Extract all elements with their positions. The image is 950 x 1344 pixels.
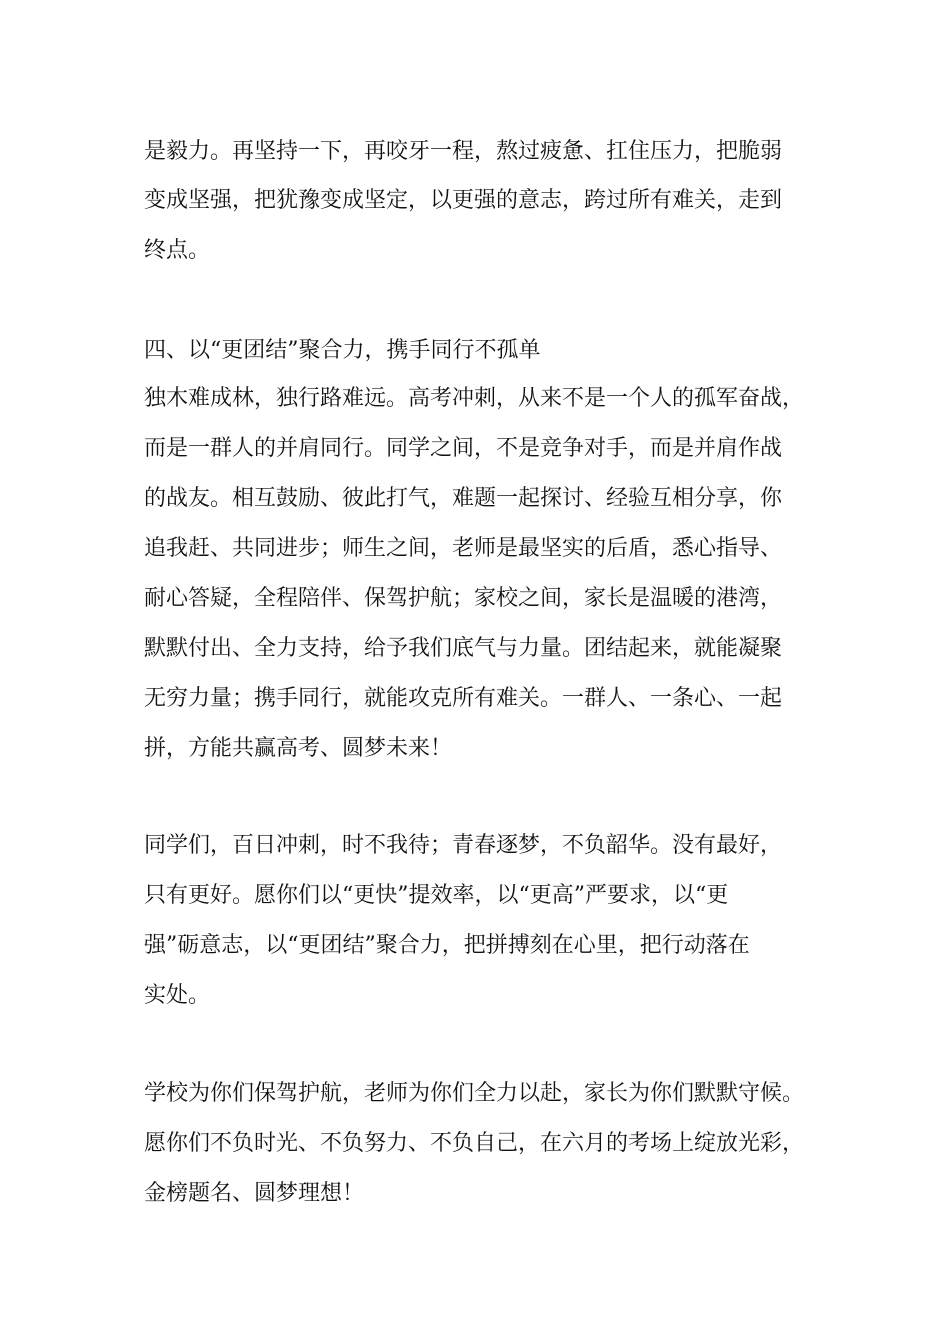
paragraph-line: 是毅力。再坚持一下，再咬牙一程，熬过疲惫、扛住压力，把脆弱 <box>144 139 783 164</box>
section-heading: 四、以“更团结”聚合力，携手同行不孤单 <box>144 338 541 363</box>
paragraph-line: 拼，方能共赢高考、圆梦未来！ <box>144 736 453 761</box>
paragraph-line: 终点。 <box>144 238 211 263</box>
paragraph-line: 金榜题名、圆梦理想！ <box>144 1181 365 1206</box>
paragraph-line: 默默付出、全力支持，给予我们底气与力量。团结起来，就能凝聚 <box>144 636 783 661</box>
paragraph-line: 变成坚强，把犹豫变成坚定，以更强的意志，跨过所有难关，走到 <box>144 188 783 213</box>
paragraph-line: 追我赶、共同进步；师生之间，老师是最坚实的后盾，悉心指导、 <box>144 536 783 561</box>
paragraph-line: 学校为你们保驾护航，老师为你们全力以赴，家长为你们默默守候。 <box>144 1081 805 1106</box>
paragraph-line: 同学们，百日冲刺，时不我待；青春逐梦，不负韶华。没有最好， <box>144 833 783 858</box>
paragraph-line: 无穷力量；携手同行，就能攻克所有难关。一群人、一条心、一起 <box>144 686 783 711</box>
paragraph-line: 而是一群人的并肩同行。同学之间，不是竞争对手，而是并肩作战 <box>144 436 783 461</box>
paragraph-line: 独木难成林，独行路难远。高考冲刺，从来不是一个人的孤军奋战， <box>144 386 805 411</box>
paragraph-line: 的战友。相互鼓励、彼此打气，难题一起探讨、经验互相分享，你 <box>144 486 783 511</box>
paragraph-line: 愿你们不负时光、不负努力、不负自己，在六月的考场上绽放光彩， <box>144 1131 805 1156</box>
paragraph-line: 耐心答疑，全程陪伴、保驾护航；家校之间，家长是温暖的港湾， <box>144 586 783 611</box>
paragraph-line: 只有更好。愿你们以“更快”提效率，以“更高”严要求，以“更 <box>144 883 729 908</box>
paragraph-line: 强”砺意志，以“更团结”聚合力，把拼搏刻在心里，把行动落在 <box>144 933 750 958</box>
paragraph-line: 实处。 <box>144 983 211 1008</box>
